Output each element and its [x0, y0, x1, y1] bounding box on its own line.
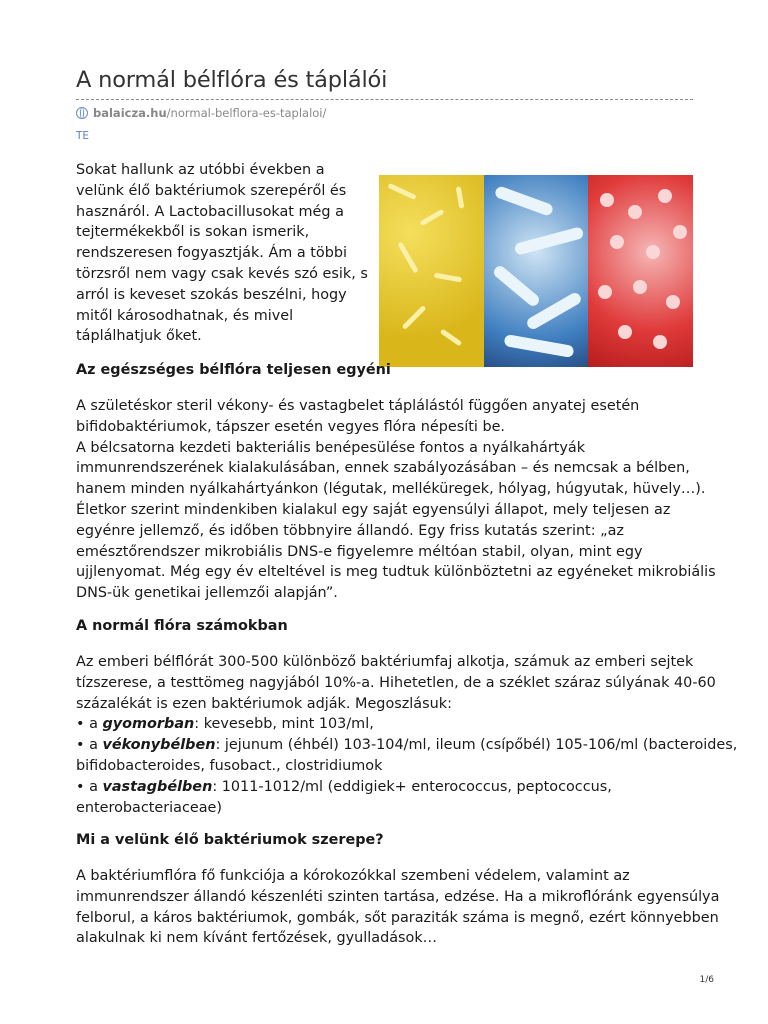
- text-line: alakulnak ki nem kívánt fertőzések, gyulladások…: [76, 930, 438, 947]
- text-line: Sokat hallunk az utóbbi években a: [76, 162, 325, 178]
- bullet-prefix: • a: [76, 778, 103, 795]
- bullet-item: [76, 777, 693, 798]
- bullet-term: gyomorban: [102, 716, 195, 733]
- bullet-item: [76, 735, 738, 756]
- text-line: mitől károsodhatnak, és mivel: [76, 307, 294, 324]
- bullet-term: vastagbélben: [102, 778, 213, 795]
- section-heading-individual-flora: Az egészséges bélflóra teljesen egyéni: [76, 362, 391, 378]
- section-bacteria-role-text: [76, 866, 720, 949]
- text-line: velünk élő baktériumok szerepéről és: [76, 182, 347, 199]
- source-path: /normal-belflora-es-taplaloi/: [166, 106, 327, 120]
- text-line: immunrendszer állandó készenléti szinten tartása, edzése. Ha a mikroflóránk egyensúlya: [76, 888, 720, 905]
- blue-bacteria-panel: [484, 175, 589, 367]
- text-line: tejtermékekből is sokan ismerik,: [76, 224, 310, 241]
- text-line: ujjlenyomat. Még egy év elteltével is meg tudtuk különböztetni az egyéneket mikrobiális: [76, 564, 716, 581]
- text-line: tízszerese, a testtömeg nagyjából 10%-a. Hihetetlen, de a széklet száraz súlyának 40-60: [76, 674, 716, 691]
- section-heading-bacteria-role: Mi a velünk élő baktériumok szerepe?: [76, 832, 384, 848]
- source-url[interactable]: [93, 106, 326, 120]
- bullet-prefix: • a: [76, 716, 103, 733]
- text-line: százalékát is ezen baktériumok adják. Megoszlásuk:: [76, 695, 452, 712]
- intro-paragraph: [76, 160, 368, 347]
- yellow-bacteria-panel: [379, 175, 484, 367]
- bullet-term: vékonybélben: [102, 737, 216, 754]
- source-link[interactable]: [76, 106, 326, 120]
- text-line: A születéskor steril vékony- és vastagbelet táplálástól függően anyatej esetén: [76, 398, 640, 414]
- tag-label: TE: [76, 130, 90, 142]
- bullet-text: : jejunum (éhbél) 103-104/ml, ileum (csípőbél) 105-106/ml (bacteroides,: [215, 737, 738, 754]
- bullet-continuation: enterobacteriaceae): [76, 799, 223, 816]
- red-bacteria-panel: [588, 175, 693, 367]
- text-line: A bélcsatorna kezdeti bakteriális benépesülése fontos a nyálkahártyák: [76, 439, 586, 456]
- text-line: táplálhatjuk őket.: [76, 328, 202, 345]
- bullet-text: : kevesebb, mint 103/ml,: [194, 716, 374, 733]
- bullet-prefix: • a: [76, 737, 103, 754]
- text-line: immunrendszerének kialakulásában, ennek szabályozásában – és nemcsak a bélben,: [76, 460, 690, 477]
- globe-icon: [76, 107, 88, 119]
- bullet-text: : 1011-1012/ml (eddigiek+ enterococcus, peptococcus,: [212, 778, 612, 795]
- bacteria-image: [379, 175, 693, 367]
- text-line: hanem minden nyálkahártyánkon (légutak, melléküregek, hólyag, húgyutak, hüvely…).: [76, 481, 706, 498]
- bullet-continuation: bifidobacteroides, fusobact., clostridiumok: [76, 757, 383, 774]
- section-flora-numbers-text: [76, 652, 738, 818]
- page-number: 1/6: [699, 975, 714, 985]
- text-line: emésztőrendszer mikrobiális DNS-e figyelemre méltóan stabil, olyan, mint egy: [76, 543, 643, 560]
- text-line: DNS-ük genetikai jellemzői alapján”.: [76, 585, 338, 602]
- text-line: A baktériumflóra fő funkciója a kórokozókkal szembeni védelem, valamint az: [76, 868, 630, 884]
- text-line: egyénre jellemző, és időben többnyire állandó. Egy friss kutatás szerint: „az: [76, 522, 624, 539]
- text-line: Az emberi bélflórát 300-500 különböző baktériumfaj alkotja, számuk az emberi sejtek: [76, 654, 694, 670]
- text-line: felborul, a káros baktériumok, gombák, sőt paraziták száma is megnő, ezért könnyebben: [76, 909, 719, 926]
- text-line: hasznáról. A Lactobacillusokat még a: [76, 203, 344, 220]
- text-line: arról is keveset szokás beszélni, hogy: [76, 286, 347, 303]
- text-line: bifidobaktériumok, tápszer esetén vegyes flóra népesíti be.: [76, 418, 506, 435]
- page-title: A normál bélflóra és táplálói: [76, 67, 388, 93]
- text-line: törzsről nem vagy csak kevés szó esik, s: [76, 265, 368, 282]
- source-domain: balaicza.hu: [93, 106, 167, 120]
- text-line: rendszeresen fogyasztják. Ám a többi: [76, 245, 347, 262]
- section-individual-flora-text: [76, 396, 716, 604]
- bullet-item: [76, 714, 693, 735]
- section-heading-flora-numbers: A normál flóra számokban: [76, 618, 288, 634]
- text-line: Életkor szerint mindenkiben kialakul egy saját egyensúlyi állapot, mely teljesen az: [76, 501, 671, 518]
- title-divider: [76, 99, 693, 100]
